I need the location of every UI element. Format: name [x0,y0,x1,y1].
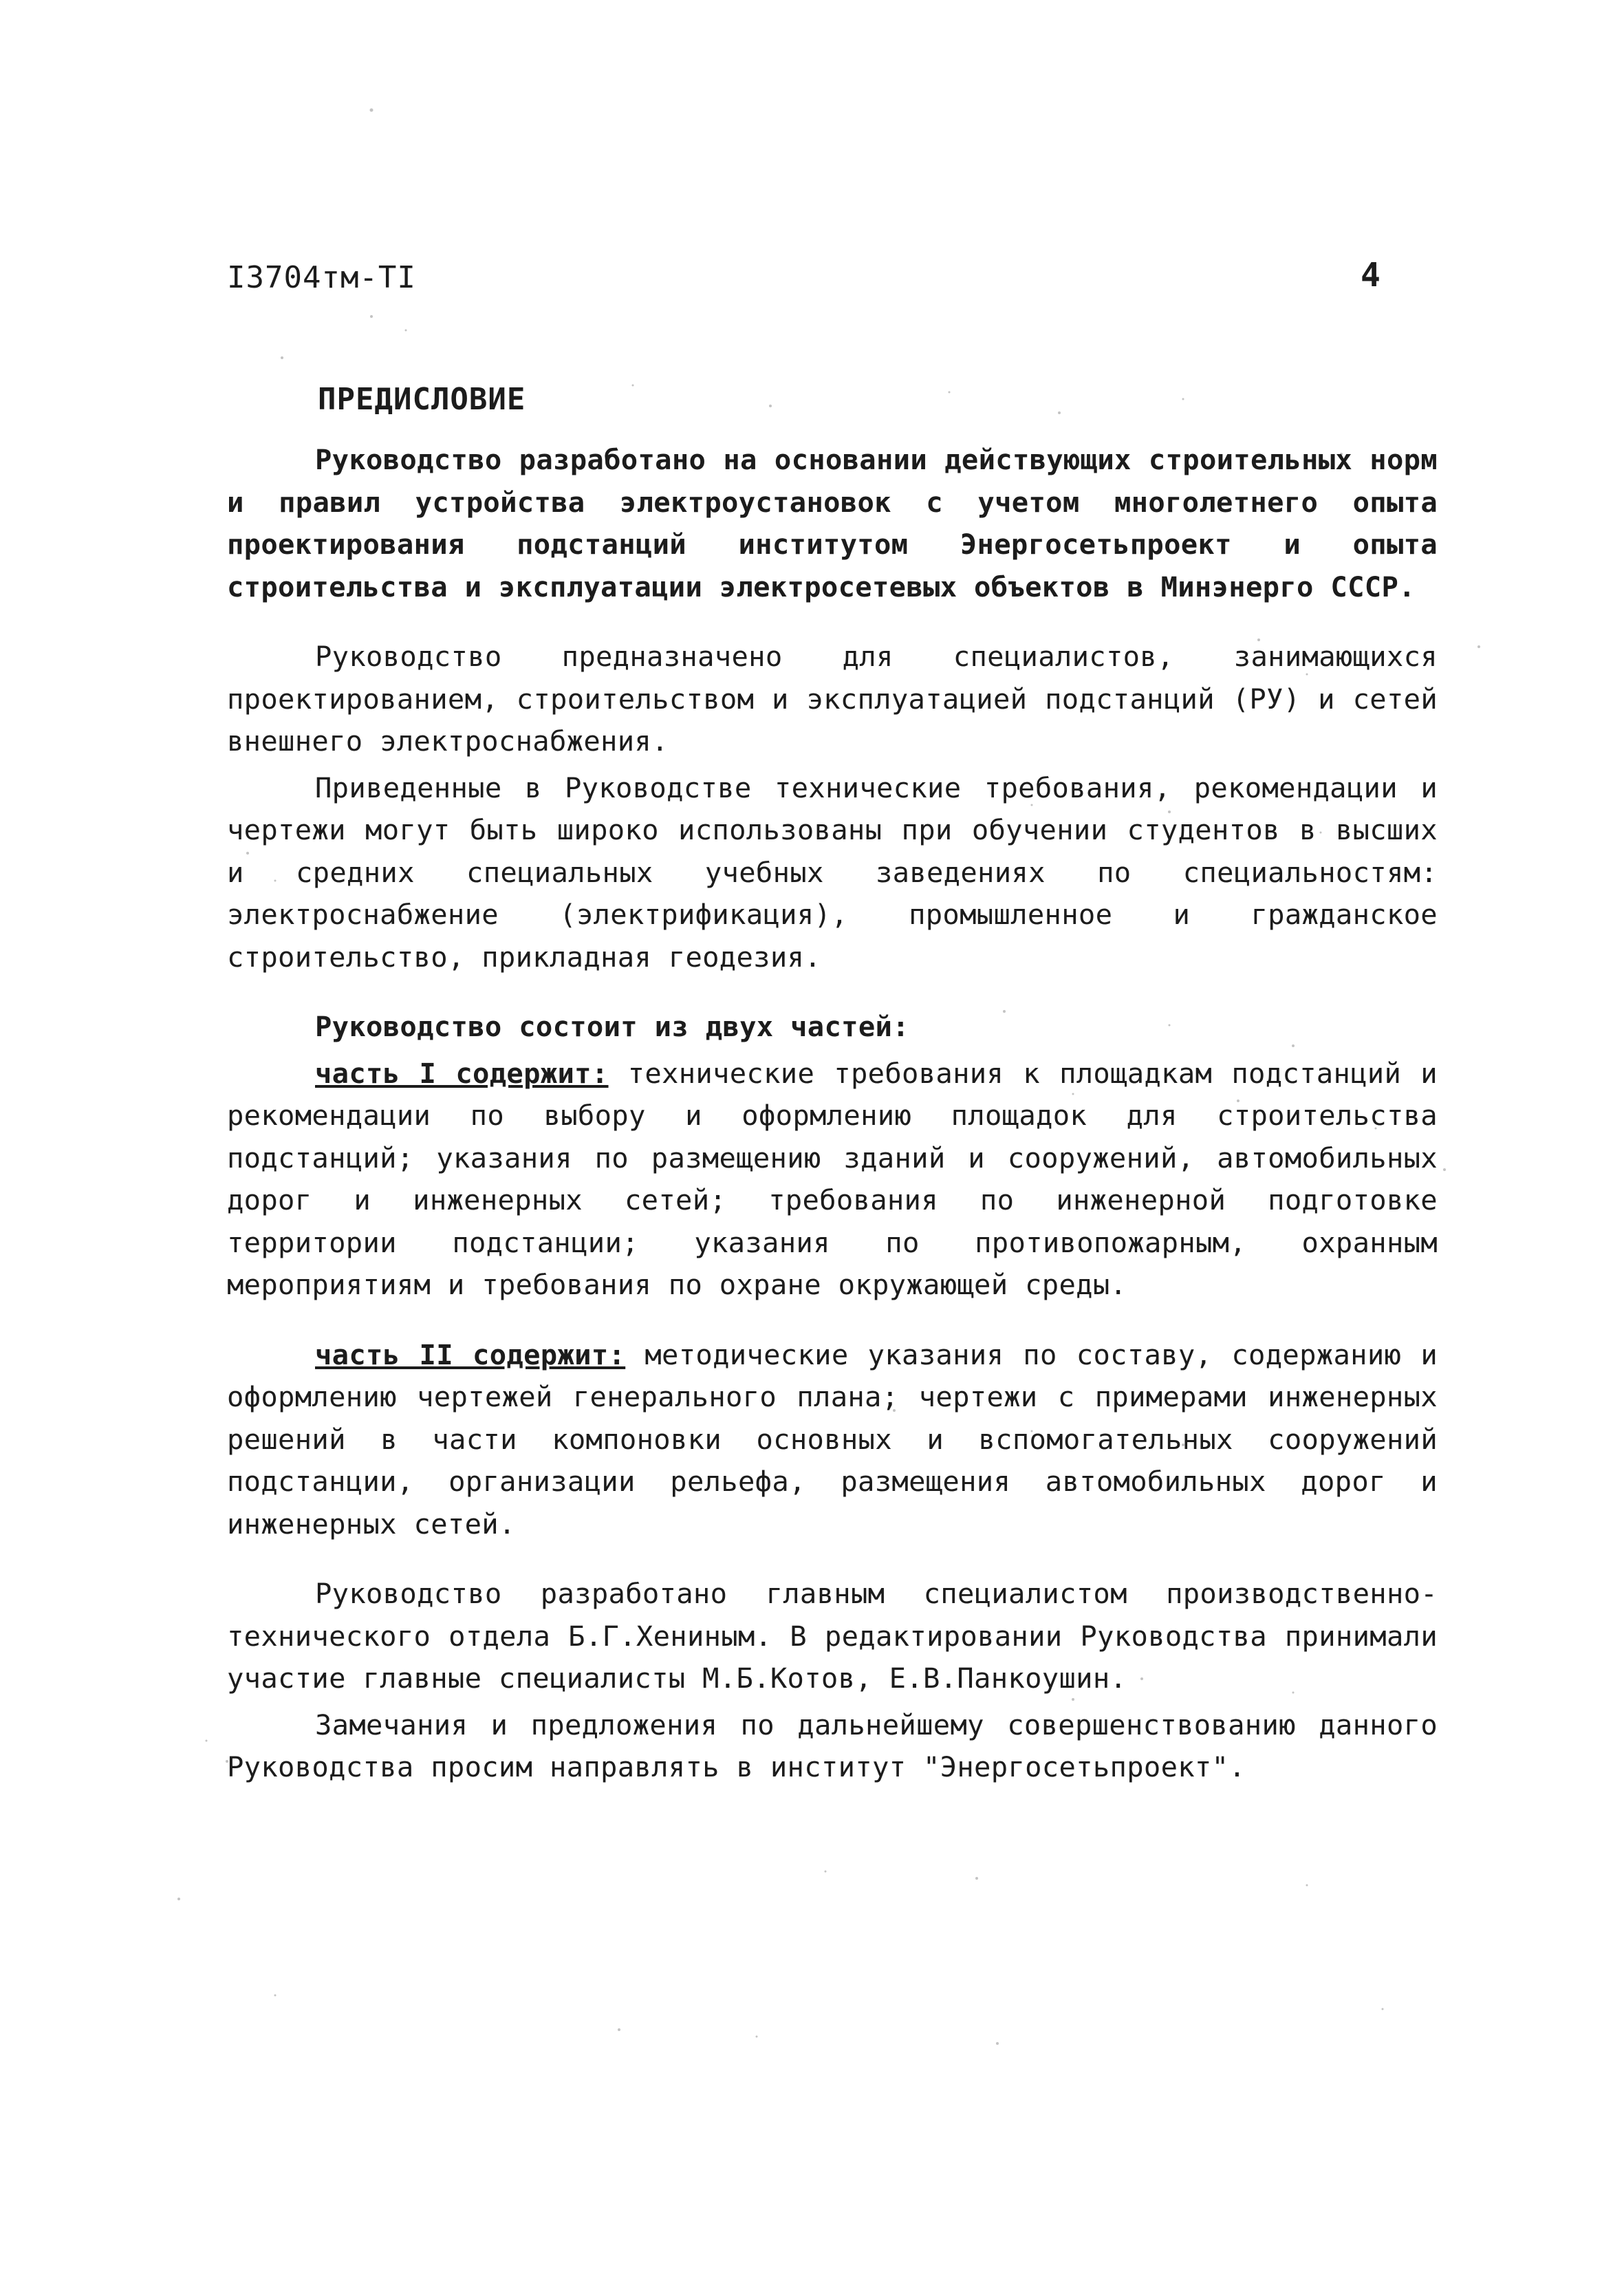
paragraph-4: Руководство состоит из двух частей: [315,1010,909,1043]
paragraph-7: Руководство разработано главным специалистом производственно-технического отдела Б.Г.Хениным. В редактировании Руководства принимали участие главные специалисты М.Б.Котов, Е.В.Панкоушин. [227,1577,1438,1695]
part-two-text: методические указания по составу, содержанию и оформлению чертежей генерального плана; чертежи с примерами инженерных решений в части компоновки основных и вспомогательных сооружений подстанции, организации рельефа, размещения автомобильных дорог и инженерных сетей. [227,1338,1438,1540]
part-two-lead: часть II содержит: [315,1338,626,1371]
paragraph-3: Приведенные в Руководстве технические требования, рекомендации и чертежи могут быть широко использованы при обучении студентов в высших и средних специальных учебных заведениях по специальностям: электроснабжение (электрификация), промышленное и гражданское строительство, прикладная геодезия. [227,771,1438,974]
section-title: ПРЕДИСЛОВИЕ [318,382,526,417]
document-body [227,439,1438,1793]
paragraph-2: Руководство предназначено для специалистов, занимающихся проектированием, строительством и эксплуатацией подстанций (РУ) и сетей внешнего электроснабжения. [227,640,1438,758]
part-one-lead: часть I содержит: [315,1056,609,1090]
part-one-text: технические требования к площадкам подстанций и рекомендации по выбору и оформлению площадок для строительства подстанций; указания по размещению зданий и сооружений, автомобильных дорог и инженерных сетей; требования по инженерной подготовке территории подстанции; указания по противопожарным, охранным мероприятиям и требования по охране окружающей среды. [227,1056,1438,1301]
paragraph-6 [227,1334,1438,1546]
page-number: 4 [1361,256,1381,294]
paragraph-5 [227,1053,1438,1307]
paragraph-8: Замечания и предложения по дальнейшему совершенствованию данного Руководства просим направлять в институт "Энергосетьпроект". [227,1708,1438,1783]
document-code: I3704тм-TI [227,260,416,295]
paragraph-1: Руководство разработано на основании действующих строительных норм и правил устройства электроустановок с учетом многолетнего опыта проектирования подстанций институтом Энергосетьпроект и опыта строительства и эксплуатации электросетевых объектов в Минэнерго СССР. [227,443,1438,603]
